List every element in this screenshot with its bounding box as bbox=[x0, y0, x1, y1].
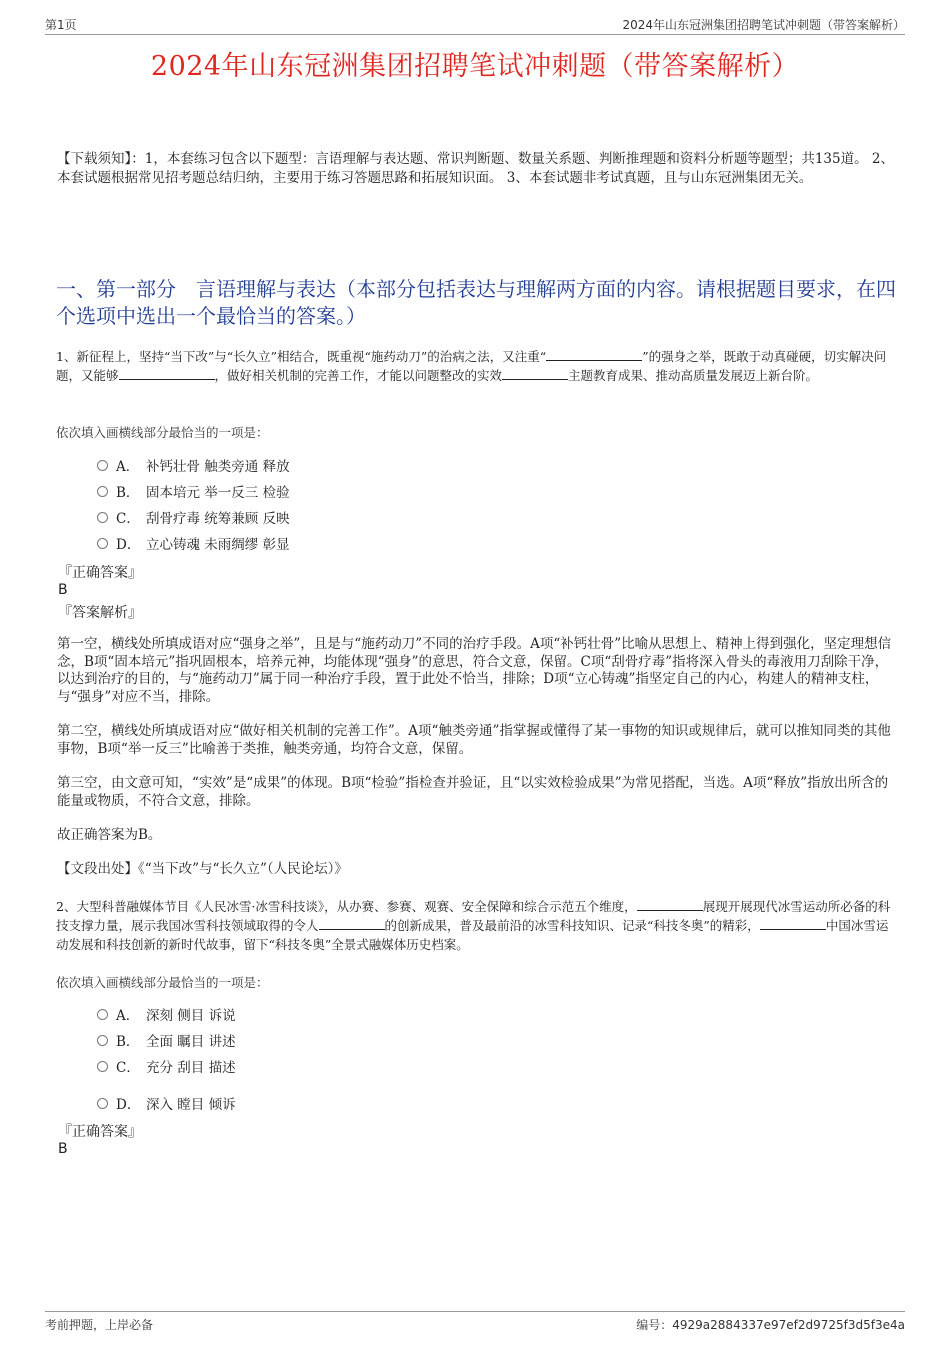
page-header bbox=[45, 14, 905, 35]
option-a[interactable]: A． 补钙壮骨 触类旁通 释放 bbox=[97, 455, 290, 475]
question-2-prompt: 依次填入画横线部分最恰当的一项是： bbox=[56, 975, 269, 990]
header-doc-title: 2024年山东冠洲集团招聘笔试冲刺题（带答案解析） bbox=[622, 18, 905, 32]
question-1-text: 1、新征程上，坚持“当下改”与“长久立”相结合，既重视“施药动刀”的治病之法，又注重“ ”的强身之举，既敢于动真碰硬，切实解决问题，又能够 ，做好相关机制的完善工作，才能以问题整改的实效 主题教育成果、推动高质量发展迈上新台阶。 bbox=[56, 349, 887, 383]
option-b[interactable]: B． 全面 瞩目 讲述 bbox=[97, 1030, 236, 1050]
analysis-paragraph: 第三空，由文意可知，“实效”是“成果”的体现。B项“检验”指检查并验证，且“以实效检验成果”为常见搭配，当选。A项“释放”指放出所含的能量或物质，不符合文意，排除。 bbox=[57, 775, 889, 809]
answer-blank bbox=[119, 367, 215, 380]
page-title: 2024年山东冠洲集团招聘笔试冲刺题（带答案解析） bbox=[150, 51, 800, 82]
answer-blank bbox=[637, 898, 703, 911]
answer-blank bbox=[319, 917, 385, 930]
correct-answer: B bbox=[58, 1141, 68, 1157]
correct-answer-label: 『正确答案』 bbox=[58, 565, 142, 581]
document-id: 编号：4929a2884337e97ef2d9725f3d5f3e4a bbox=[636, 1318, 905, 1332]
analysis-conclusion: 故正确答案为B。 bbox=[57, 827, 162, 843]
page-number: 第1页 bbox=[45, 18, 77, 32]
analysis-paragraph: 第一空，横线处所填成语对应“强身之举”，且是与“施药动刀”不同的治疗手段。A项“补钙壮骨”比喻从思想上、精神上得到强化，坚定理想信念，B项“固本培元”指巩固根本，培养元神，均能体现“强身”的意思，符合文意，保留。C项“刮骨疗毒”指将深入骨头的毒液用刀刮除干净，以达到治疗的目的，与“施药动刀”属于同一种治疗手段，置于此处不恰当，排除；D项“立心铸魂”指坚定自己的内心，构建人的精神支柱，与“强身”对应不当，排除。 bbox=[57, 636, 892, 705]
question-2-text: 2、大型科普融媒体节目《人民冰雪·冰雪科技谈》，从办赛、参赛、观赛、安全保障和综合示范五个维度， 展现开展现代冰雪运动所必备的科技支撑力量，展示我国冰雪科技领域取得的令人 的创新成果，普及最前沿的冰雪科技知识、记录“科技冬奥”的精彩， 中国冰雪运动发展和科技创新的新时代故事，留下“科技冬奥”全景式融媒体历史档案。 bbox=[56, 899, 891, 952]
radio-icon[interactable] bbox=[97, 1009, 108, 1020]
radio-icon[interactable] bbox=[97, 1035, 108, 1046]
section-heading: 一、第一部分 言语理解与表达（本部分包括表达与理解两方面的内容。请根据题目要求，在四个选项中选出一个最恰当的答案。） bbox=[56, 277, 896, 328]
answer-blank bbox=[760, 917, 826, 930]
footer-slogan: 考前押题，上岸必备 bbox=[45, 1318, 154, 1332]
correct-answer-label: 『正确答案』 bbox=[58, 1124, 142, 1140]
radio-icon[interactable] bbox=[97, 1061, 108, 1072]
analysis-label: 『答案解析』 bbox=[58, 605, 142, 621]
option-b[interactable]: B． 固本培元 举一反三 检验 bbox=[97, 481, 290, 501]
radio-icon[interactable] bbox=[97, 538, 108, 549]
correct-answer: B bbox=[58, 582, 68, 598]
option-c[interactable]: C． 刮骨疗毒 统筹兼顾 反映 bbox=[97, 507, 290, 527]
page-footer bbox=[45, 1311, 905, 1332]
option-d[interactable]: D． 立心铸魂 未雨绸缪 彰显 bbox=[97, 533, 290, 553]
option-d[interactable]: D． 深入 瞠目 倾诉 bbox=[97, 1093, 236, 1113]
download-notice: 【下载须知】：1，本套练习包含以下题型：言语理解与表达题、常识判断题、数量关系题、判断推理题和资料分析题等题型；共135道。 2、本套试题根据常见招考题总结归纳，主要用于练习答题思路和拓展知识面。 3、本套试题非考试真题，且与山东冠洲集团无关。 bbox=[57, 151, 894, 186]
radio-icon[interactable] bbox=[97, 512, 108, 523]
answer-blank bbox=[502, 367, 568, 380]
analysis-paragraph: 第二空，横线处所填成语对应“做好相关机制的完善工作”。A项“触类旁通”指掌握或懂得了某一事物的知识或规律后，就可以推知同类的其他事物，B项“举一反三”比喻善于类推，触类旁通，均符合文意，保留。 bbox=[57, 723, 891, 757]
option-a[interactable]: A． 深刻 侧目 诉说 bbox=[97, 1004, 236, 1024]
source-citation: 【文段出处】《“当下改”与“长久立”（人民论坛）》 bbox=[57, 861, 348, 877]
radio-icon[interactable] bbox=[97, 1098, 108, 1109]
answer-blank bbox=[546, 348, 642, 361]
radio-icon[interactable] bbox=[97, 460, 108, 471]
question-1-prompt: 依次填入画横线部分最恰当的一项是： bbox=[56, 425, 269, 440]
radio-icon[interactable] bbox=[97, 486, 108, 497]
option-c[interactable]: C． 充分 刮目 描述 bbox=[97, 1056, 236, 1076]
